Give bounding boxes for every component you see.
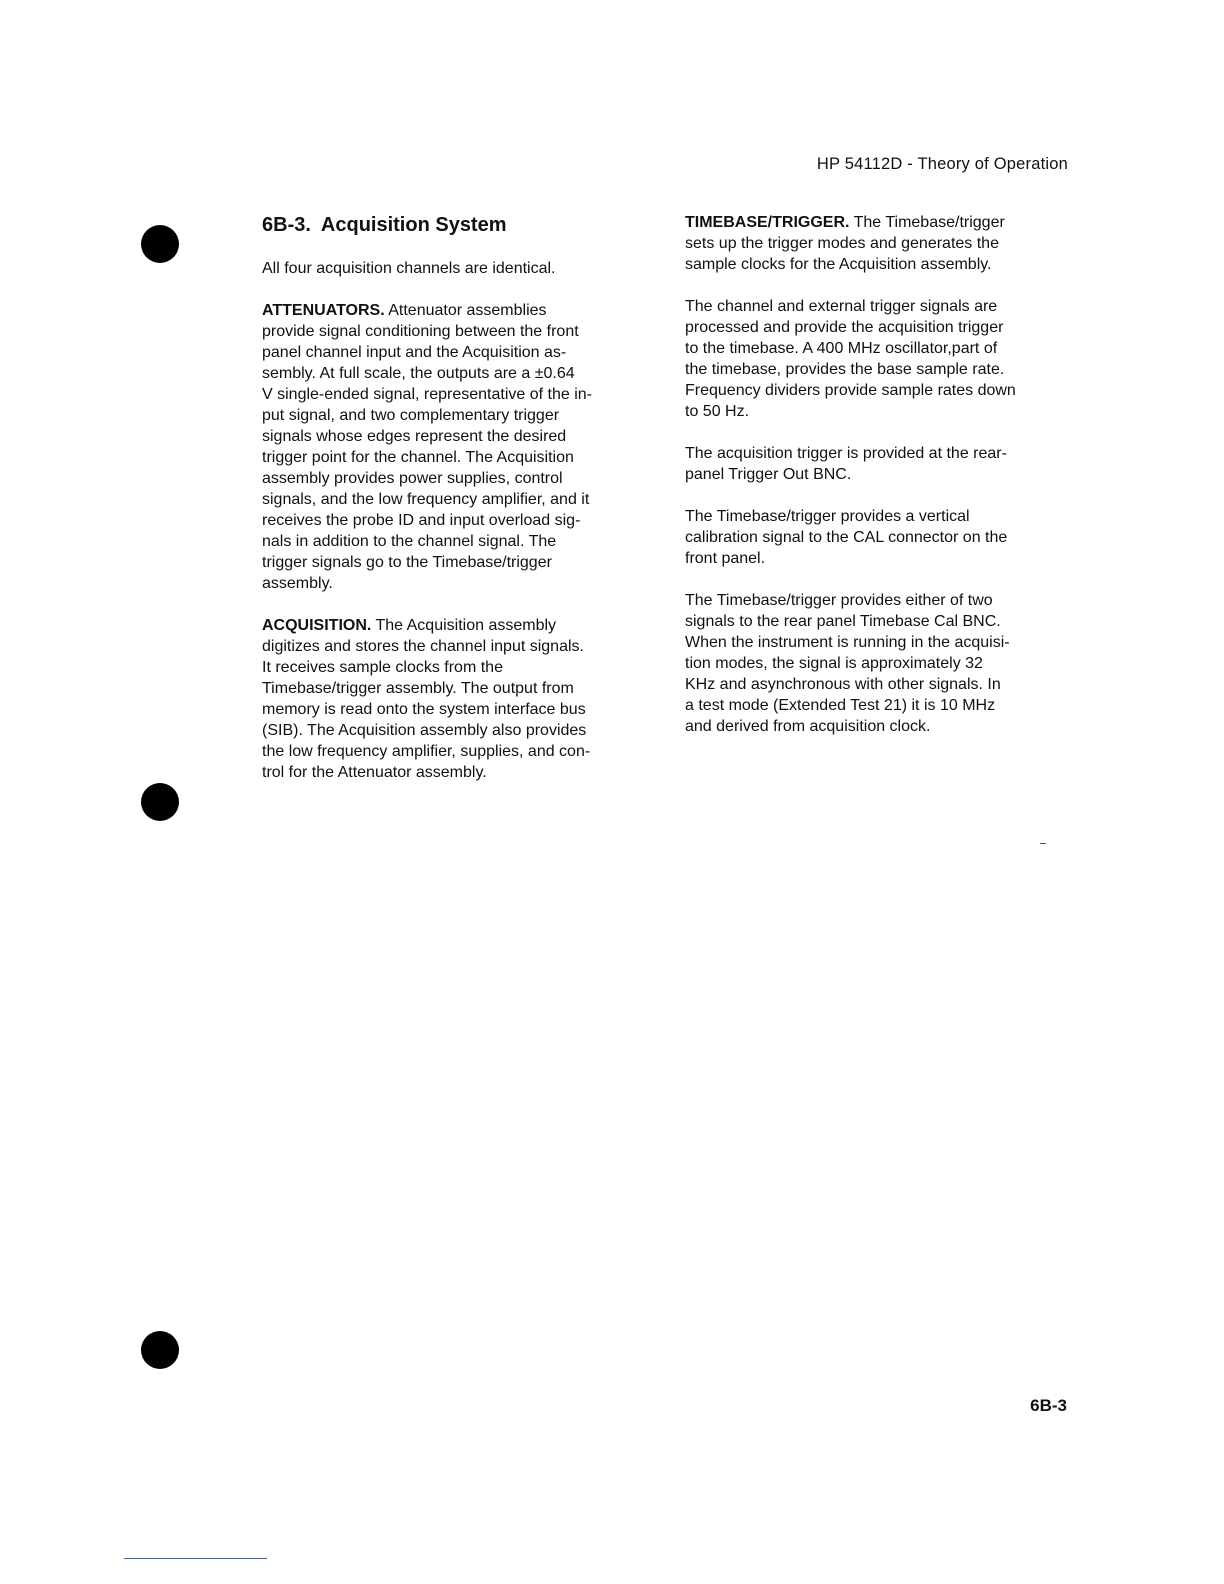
punch-hole-bottom	[141, 1331, 179, 1369]
acquisition-paragraph	[262, 615, 652, 783]
left-column	[262, 212, 652, 804]
punch-hole-middle	[141, 783, 179, 821]
punch-hole-top	[141, 225, 179, 263]
intro-paragraph: All four acquisition channels are identical.	[262, 260, 556, 277]
attenuators-text: Attenuator assemblies provide signal conditioning between the front panel channel input and the Acquisition as- sembly. At full scale, the outputs are a ±0.64 V single-ended signal, representative of the in- put signal, and two complementary trigger signals whose edges represent the desired trigger point for the channel. The Acquisition assembly provides power supplies, control signals, and the low frequency amplifier, and it receives the probe ID and input overload sig- nals in addition to the channel signal. The trigger signals go to the Timebase/trigger assembly.	[262, 302, 592, 592]
trigger-out-paragraph: The acquisition trigger is provided at the rear- panel Trigger Out BNC.	[685, 445, 1007, 483]
acquisition-lead: ACQUISITION.	[262, 617, 372, 634]
scan-speck	[1040, 843, 1046, 844]
section-title	[262, 212, 652, 238]
timebase-text: The Timebase/trigger sets up the trigger modes and generates the sample clocks for the Acquisition assembly.	[685, 214, 1005, 273]
right-column	[685, 212, 1075, 758]
timebase-cal-paragraph: The Timebase/trigger provides either of two signals to the rear panel Timebase Cal BNC. When the instrument is running in the acquisi- tion modes, the signal is approximately 32 KHz and asynchronous with other signals. In a test mode (Extended Test 21) it is 10 MHz and derived from acquisition clock.	[685, 592, 1010, 735]
timebase-lead: TIMEBASE/TRIGGER.	[685, 214, 850, 231]
page-number: 6B-3	[1030, 1396, 1067, 1415]
timebase-paragraph	[685, 212, 1075, 275]
attenuators-paragraph	[262, 300, 652, 594]
bottom-rule	[124, 1558, 267, 1559]
attenuators-lead: ATTENUATORS.	[262, 302, 385, 319]
cal-signal-paragraph: The Timebase/trigger provides a vertical calibration signal to the CAL connector on the front panel.	[685, 508, 1008, 567]
running-header: HP 54112D - Theory of Operation	[816, 155, 1068, 173]
section-number: 6B-3.	[262, 214, 311, 236]
section-title-text: Acquisition System	[320, 214, 507, 236]
acquisition-text: The Acquisition assembly digitizes and stores the channel input signals. It receives sample clocks from the Timebase/trigger assembly. The output from memory is read onto the system interface bus (SIB). The Acquisition assembly also provides the low frequency amplifier, supplies, and con- trol for the Attenuator assembly.	[262, 617, 591, 781]
trigger-signals-paragraph: The channel and external trigger signals are processed and provide the acquisition trigger to the timebase. A 400 MHz oscillator,part of the timebase, provides the base sample rate. Frequency dividers provide sample rates down to 50 Hz.	[685, 298, 1016, 420]
